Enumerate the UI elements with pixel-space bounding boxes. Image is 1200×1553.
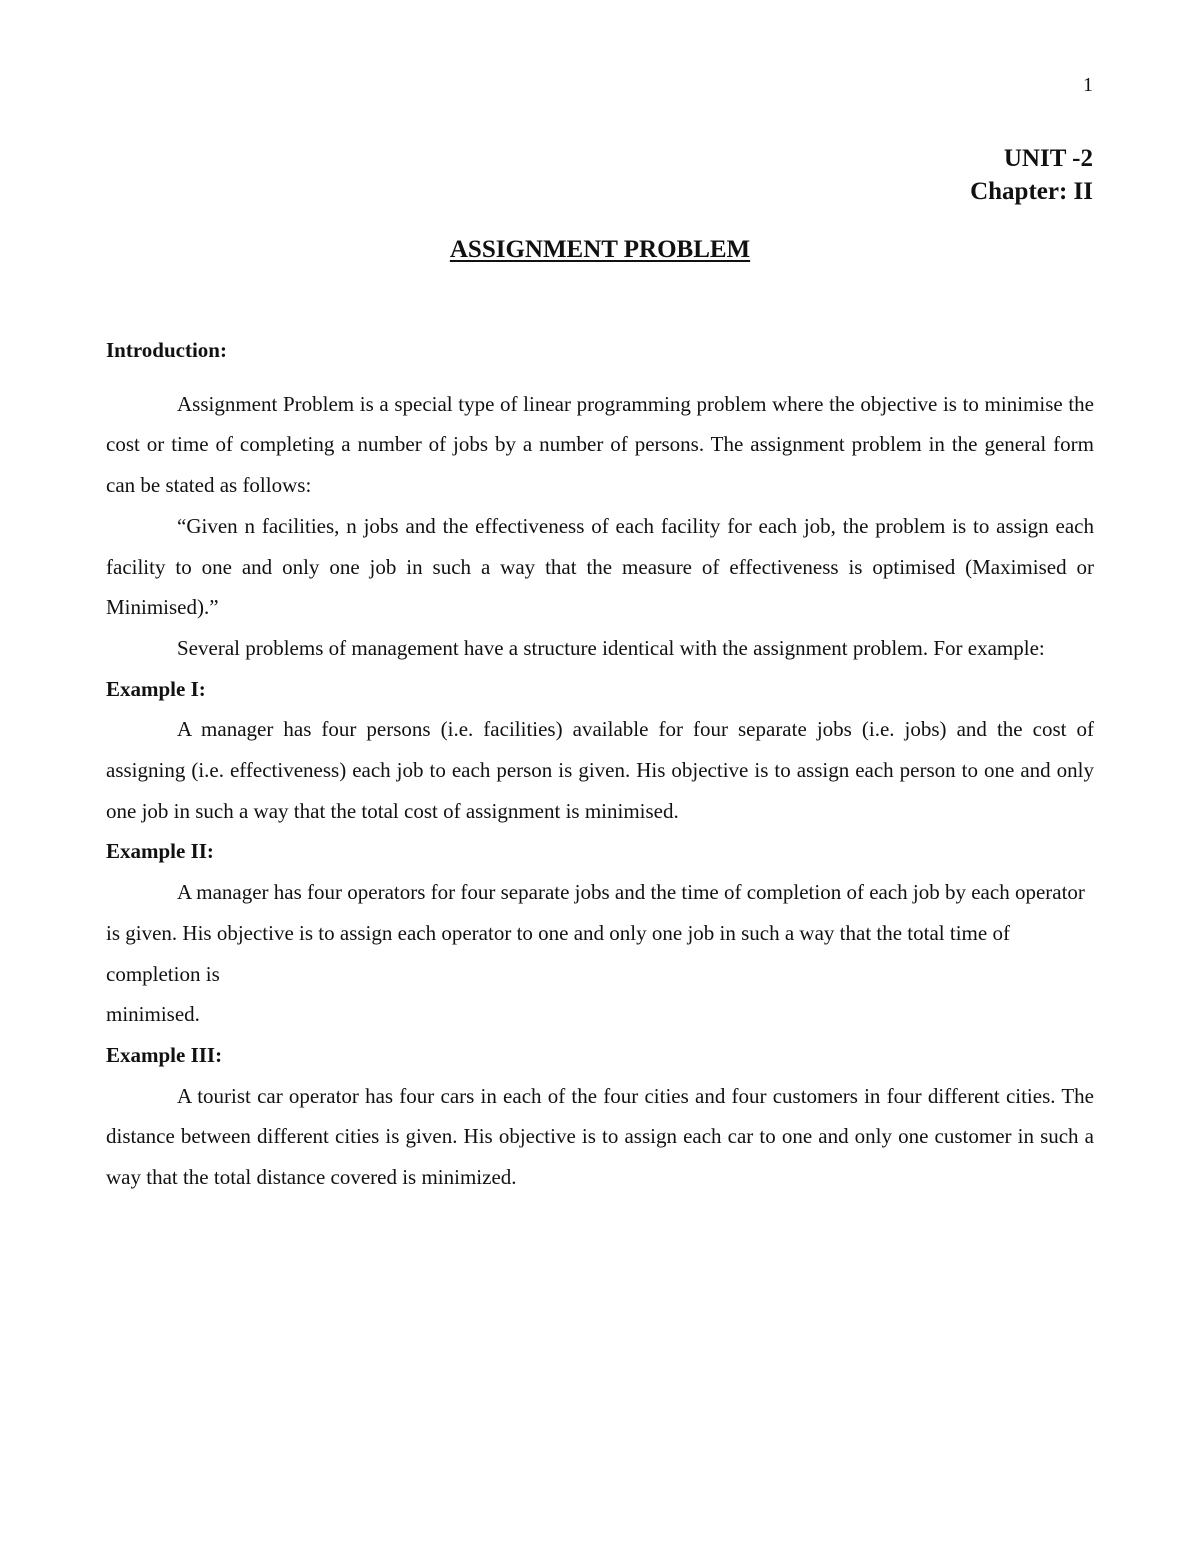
example-2-continuation: minimised. [106, 1002, 200, 1027]
example-2-heading: Example II: [106, 839, 214, 864]
example-1-text: A manager has four persons (i.e. facilities) available for four separate jobs (i.e. jobs) and the cost of assigning (i.e. effectiveness) each job to each person is given. His objective is to assign each person to one and only one job in such a way that the total cost of assignment is minimised. [106, 717, 1094, 823]
introduction-paragraph: Assignment Problem is a special type of linear programming problem where the objective is to minimise the cost or time of completing a number of jobs by a number of persons. The assignment problem in the general form can be stated as follows: [106, 391, 1094, 498]
unit-label: UNIT -2 [1003, 145, 1093, 172]
example-1-heading: Example I: [106, 676, 206, 701]
introduction-heading: Introduction: [106, 338, 227, 362]
unit-chapter-block [970, 142, 1093, 208]
page-title: ASSIGNMENT PROBLEM [449, 236, 751, 263]
page-number: 1 [1083, 74, 1093, 96]
example-3-heading: Example III: [106, 1042, 223, 1067]
definition-quote: “Given n facilities, n jobs and the effectiveness of each facility for each job, the problem is to assign each facility to one and only one job in such a way that the measure of effectiveness is optimised (Maximised or Minimised).” [106, 513, 1094, 620]
example-2-text: A manager has four operators for four separate jobs and the time of completion of each job by each operator is given. His objective is to assign each operator to one and only one job in such a way that the total time of completion is [106, 880, 1085, 986]
chapter-label: Chapter: II [970, 178, 1093, 205]
example-3-text: A tourist car operator has four cars in each of the four cities and four customers in four different cities. The distance between different cities is given. His objective is to assign each car to one and only one customer in such a way that the total distance covered is minimized. [106, 1083, 1094, 1190]
examples-intro-paragraph: Several problems of management have a structure identical with the assignment problem. For example: [177, 635, 1045, 660]
document-body [106, 330, 1094, 1198]
